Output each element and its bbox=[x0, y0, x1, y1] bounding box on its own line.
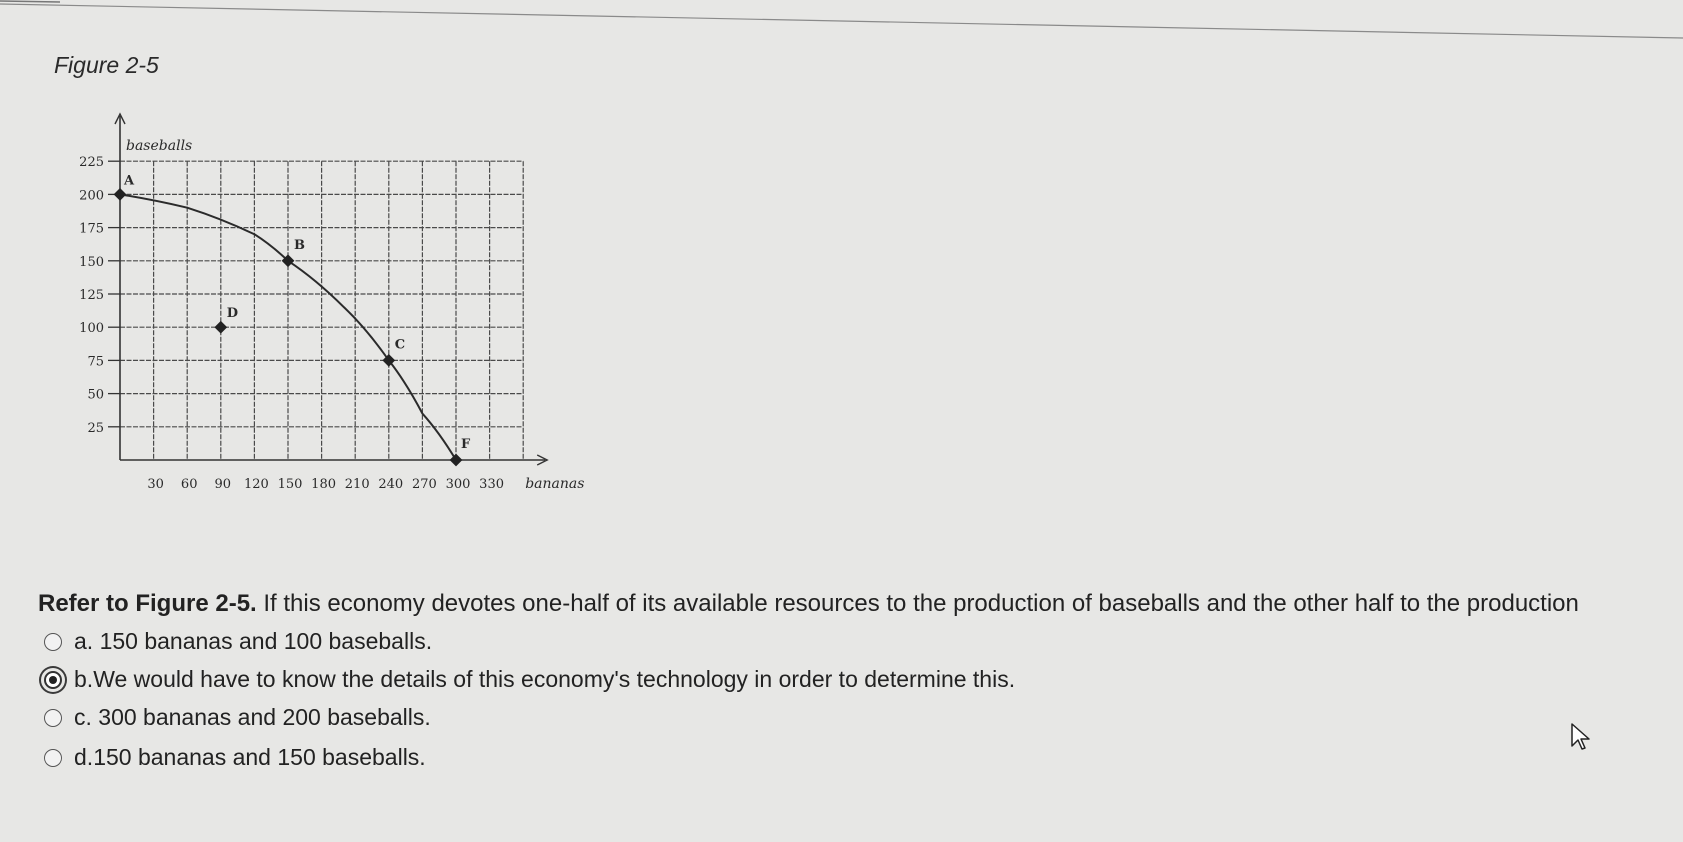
option-b-letter: b. bbox=[74, 666, 94, 692]
option-b[interactable] bbox=[44, 666, 1015, 693]
x-tick-label: 240 bbox=[378, 477, 404, 492]
point-C-label: C bbox=[394, 337, 406, 353]
x-tick-label: 180 bbox=[311, 477, 337, 492]
option-c-letter: c. bbox=[74, 704, 92, 730]
y-tick-label: 100 bbox=[79, 321, 104, 337]
x-tick-label: 210 bbox=[344, 477, 370, 492]
ppf-chart bbox=[70, 108, 630, 528]
point-F-marker bbox=[450, 454, 463, 467]
option-d[interactable] bbox=[44, 744, 426, 771]
option-d-letter: d. bbox=[74, 744, 94, 770]
point-A-label: A bbox=[124, 173, 135, 189]
option-a[interactable] bbox=[44, 628, 432, 655]
x-tick-label: 90 bbox=[214, 477, 232, 492]
figure-title: Figure 2-5 bbox=[54, 52, 159, 78]
x-tick-label: 330 bbox=[479, 477, 505, 492]
radio-d[interactable] bbox=[44, 749, 62, 767]
point-B-label: B bbox=[294, 237, 305, 253]
x-tick-label: 30 bbox=[147, 477, 164, 492]
point-D-marker bbox=[214, 321, 227, 334]
option-c[interactable] bbox=[44, 704, 431, 731]
top-divider bbox=[0, 0, 1683, 40]
x-tick-label: 150 bbox=[277, 477, 303, 492]
option-a-text: 150 bananas and 100 baseballs. bbox=[99, 628, 433, 654]
option-a-letter: a. bbox=[74, 628, 94, 654]
point-A-marker bbox=[114, 188, 127, 201]
mouse-pointer-icon bbox=[1570, 722, 1594, 752]
y-tick-label: 150 bbox=[79, 254, 104, 270]
question-body: If this economy devotes one-half of its available resources to the production of baseballs and the other half to the production bbox=[256, 590, 1579, 617]
option-c-text: 300 bananas and 200 baseballs. bbox=[98, 704, 431, 730]
y-tick-label: 25 bbox=[87, 420, 104, 436]
point-D-label: D bbox=[226, 306, 239, 322]
y-tick-label: 75 bbox=[87, 354, 104, 370]
question-reference: Refer to Figure 2-5. bbox=[38, 590, 257, 617]
y-axis-title: baseballs bbox=[126, 138, 193, 154]
question-text bbox=[38, 590, 1683, 618]
x-tick-label: 60 bbox=[180, 477, 198, 492]
radio-c[interactable] bbox=[44, 709, 62, 727]
point-F-label: F bbox=[461, 437, 471, 452]
y-tick-label: 125 bbox=[79, 288, 104, 303]
y-tick-label: 225 bbox=[79, 155, 104, 171]
option-d-text: 150 bananas and 150 baseballs. bbox=[93, 744, 426, 770]
y-tick-label: 50 bbox=[87, 387, 104, 403]
radio-b-selected[interactable] bbox=[44, 671, 62, 689]
x-tick-label: 120 bbox=[243, 477, 269, 492]
radio-a[interactable] bbox=[44, 633, 62, 651]
x-tick-label: 300 bbox=[445, 477, 471, 492]
y-tick-label: 175 bbox=[79, 221, 104, 237]
x-tick-label: 270 bbox=[411, 477, 437, 492]
x-axis-title: bananas bbox=[525, 476, 585, 492]
y-tick-label: 200 bbox=[79, 188, 104, 204]
option-b-text: We would have to know the details of this economy's technology in order to determine this. bbox=[93, 666, 1016, 692]
